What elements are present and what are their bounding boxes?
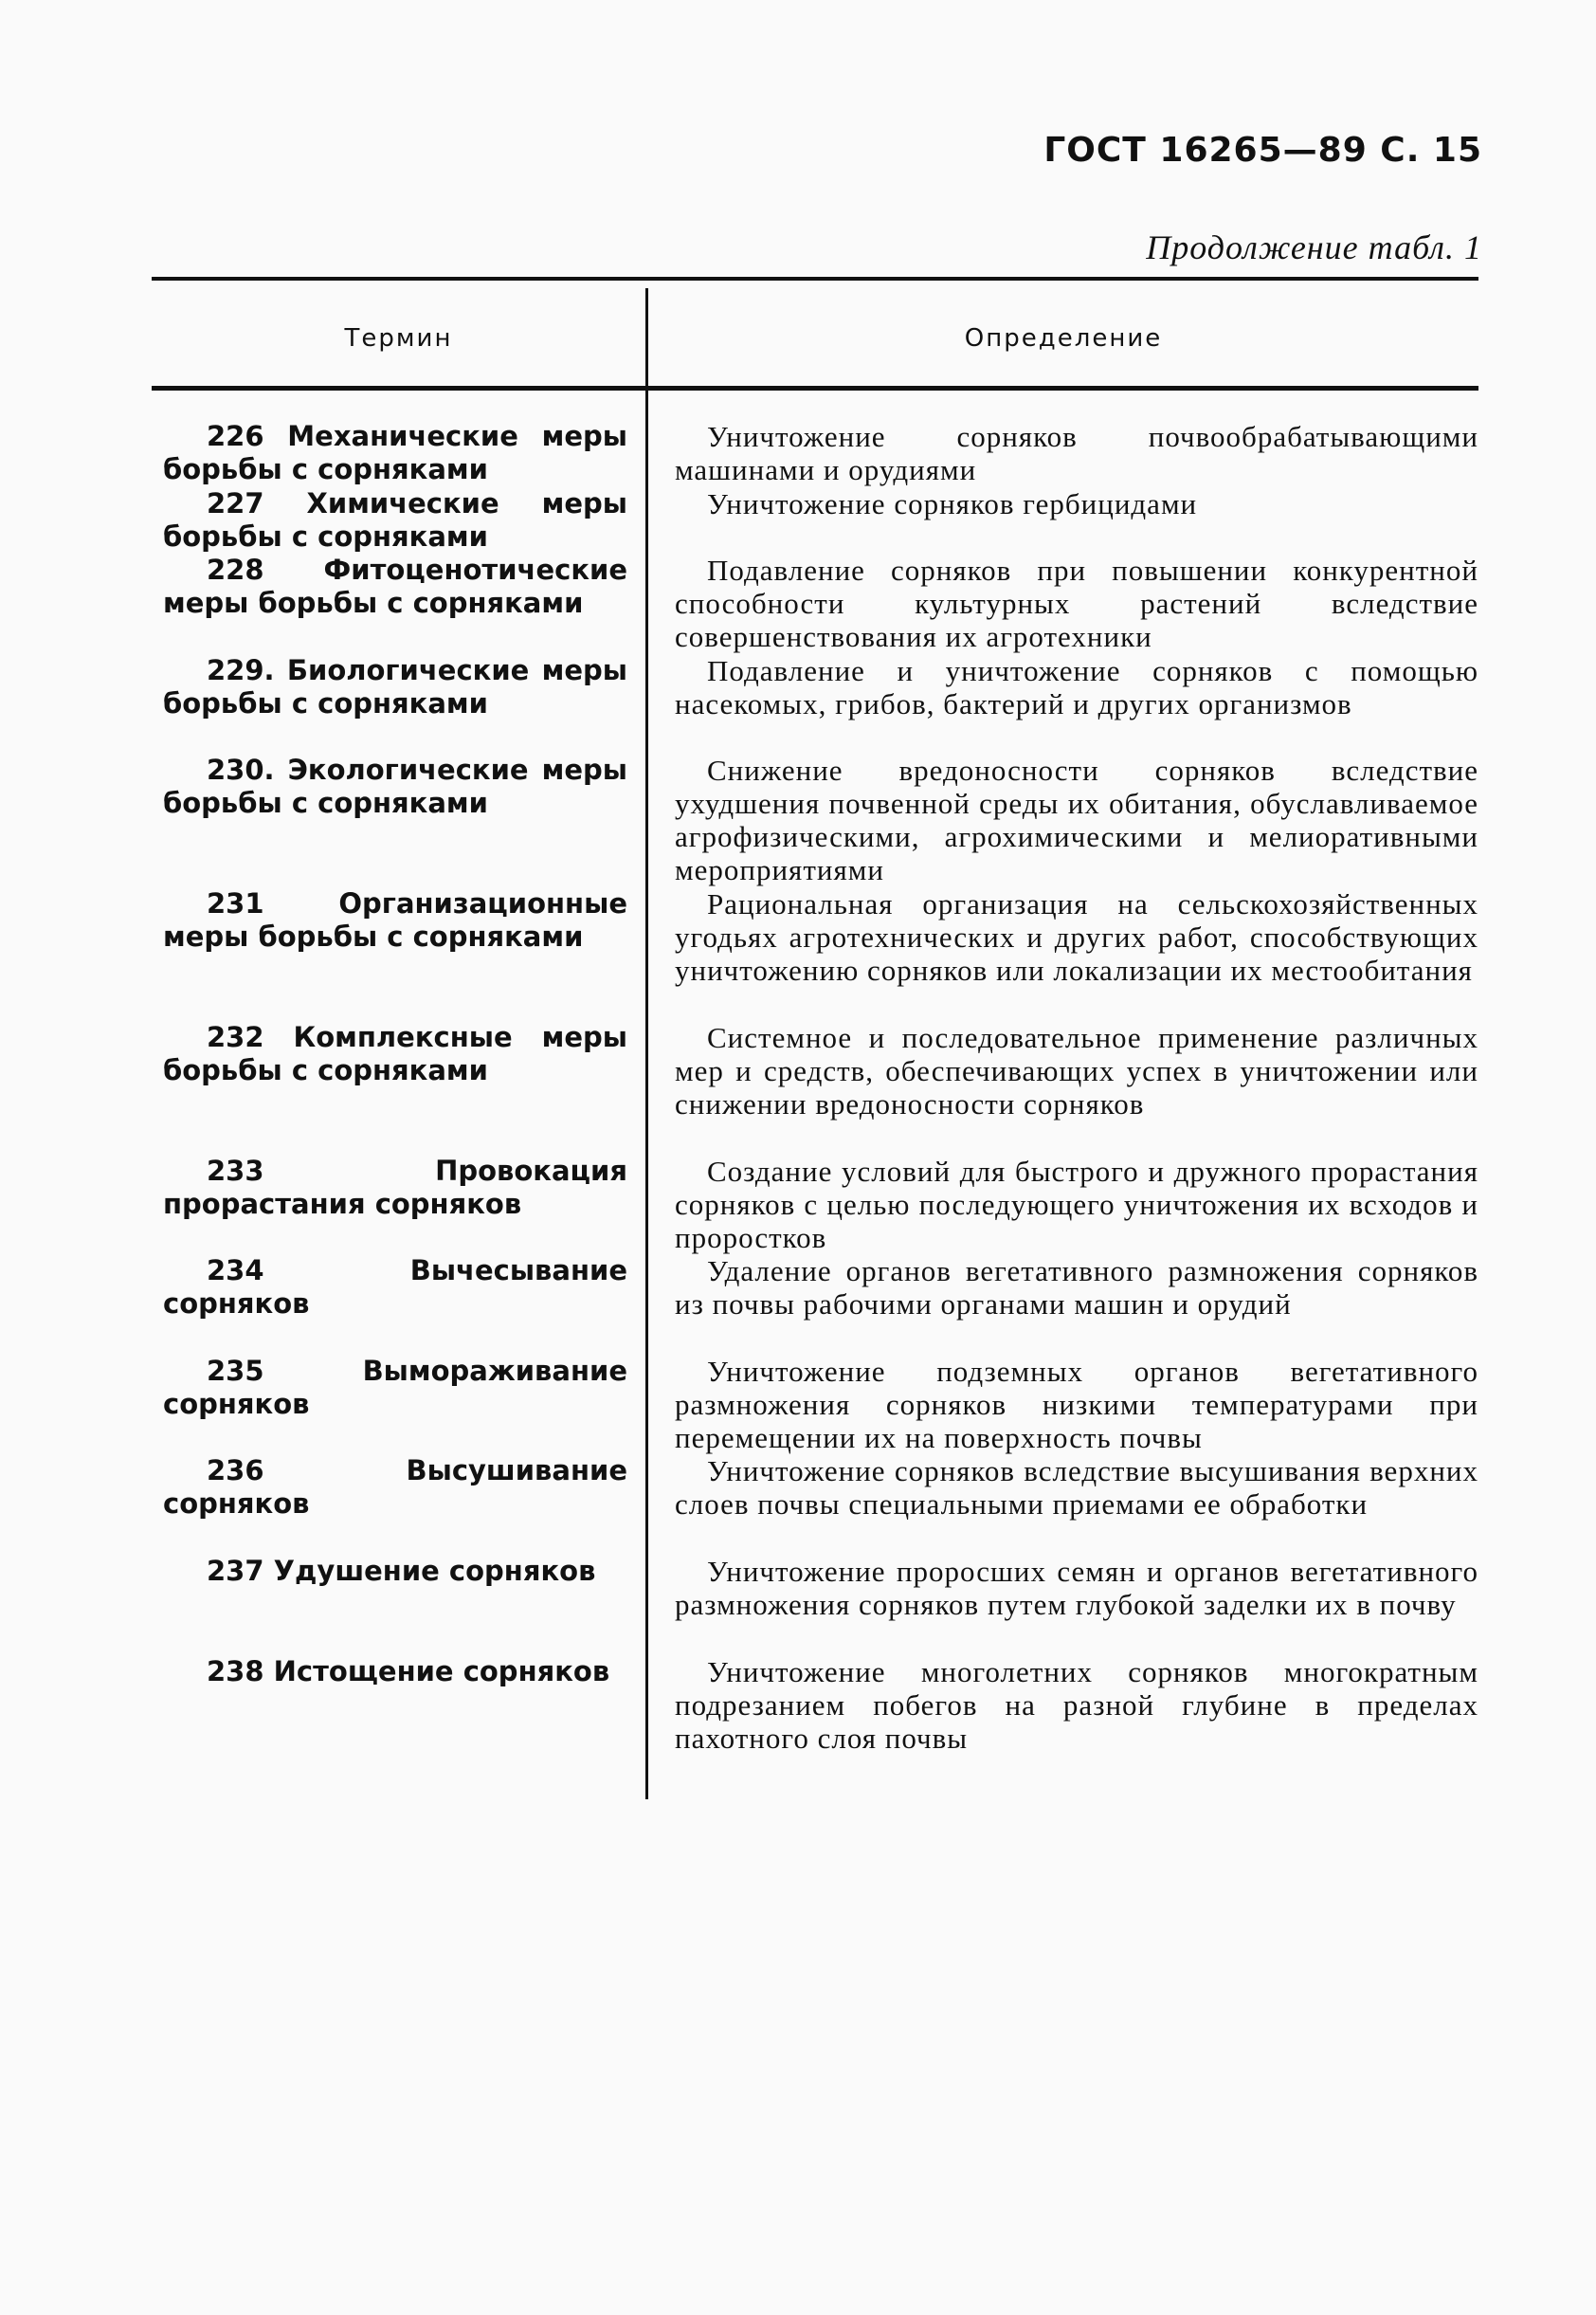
term-text: Удушение сорняков	[273, 1555, 596, 1587]
term-text: Комплексные меры борьбы с сорняками	[163, 1021, 627, 1086]
definition-cell: Создание условий для быстрого и дружного прорастания сорняков с целью последующего уничтожения их всходов и проростков	[675, 1155, 1478, 1254]
term-cell	[163, 654, 627, 720]
term-cell	[163, 1454, 627, 1521]
term-number: 226	[207, 420, 264, 452]
term-text: Химические меры борьбы с сорняками	[163, 487, 627, 553]
term-number: 228	[207, 554, 264, 586]
term-cell	[163, 1555, 627, 1588]
term-cell	[163, 1655, 627, 1688]
definition-cell: Снижение вредоносности сорняков вследствие ухудшения почвенной среды их обитания, обуславливаемое агрофизическими, агрохимическими и мелиоративными мероприятиями	[675, 754, 1478, 886]
term-text: Механические меры борьбы с сорняками	[163, 420, 627, 485]
definition-cell: Удаление органов вегетативного размножения сорняков из почвы рабочими органами машин и орудий	[675, 1254, 1478, 1321]
definition-cell: Уничтожение сорняков гербицидами	[707, 487, 1198, 520]
term-number: 236	[207, 1454, 264, 1486]
term-cell	[163, 420, 627, 486]
term-number: 231	[207, 887, 264, 920]
term-number: 234	[207, 1254, 264, 1286]
term-cell	[163, 1355, 627, 1421]
table-top-rule	[152, 277, 1478, 281]
term-text: Истощение сорняков	[273, 1655, 610, 1687]
table-header-rule	[152, 386, 1478, 391]
term-number: 238	[207, 1655, 264, 1687]
term-cell	[163, 1155, 627, 1221]
definition-cell: Уничтожение многолетних сорняков многократным подрезанием побегов на разной глубине в пределах пахотного слоя почвы	[675, 1655, 1478, 1755]
term-cell	[163, 1021, 627, 1087]
term-text: Высушивание сорняков	[163, 1454, 627, 1520]
page-header: ГОСТ 16265—89 С. 15	[1043, 131, 1482, 170]
term-cell	[163, 487, 627, 554]
term-number: 229.	[207, 654, 275, 686]
definition-cell: Системное и последовательное применение различных мер и средств, обеспечивающих успех в уничтожении или снижении вредоносности сорняков	[675, 1021, 1478, 1121]
table-column-divider	[645, 288, 648, 1799]
term-text: Провокация прорастания сорняков	[163, 1155, 627, 1220]
term-cell	[163, 887, 627, 954]
term-number: 232	[207, 1021, 264, 1053]
definition-cell: Уничтожение подземных органов вегетативного размножения сорняков низкими температурами при перемещении их на поверхность почвы	[675, 1355, 1478, 1454]
term-text: Фитоценотические меры борьбы с сорняками	[163, 554, 627, 619]
term-number: 233	[207, 1155, 264, 1187]
table-continuation-label: Продолжение табл. 1	[1146, 228, 1482, 266]
definition-cell: Уничтожение проросших семян и органов вегетативного размножения сорняков путем глубокой заделки их в почву	[675, 1555, 1478, 1621]
term-number: 237	[207, 1555, 264, 1587]
term-text: Вычесывание сорняков	[163, 1254, 627, 1320]
term-text: Биологические меры борьбы с сорняками	[163, 654, 627, 720]
term-cell	[163, 1254, 627, 1321]
term-text: Экологические меры борьбы с сорняками	[163, 754, 627, 819]
term-number: 235	[207, 1355, 264, 1387]
definition-cell: Уничтожение сорняков вследствие высушивания верхних слоев почвы специальными приемами ее обработки	[675, 1454, 1478, 1521]
column-header-definition: Определение	[964, 324, 1163, 353]
term-number: 227	[207, 487, 264, 520]
column-header-term: Термин	[344, 324, 453, 353]
term-text: Организационные меры борьбы с сорняками	[163, 887, 627, 953]
definition-cell: Уничтожение сорняков почвообрабатывающими машинами и орудиями	[675, 420, 1478, 486]
term-cell	[163, 554, 627, 620]
definition-cell: Подавление сорняков при повышении конкурентной способности культурных растений вследствие совершенствования их агротехники	[675, 554, 1478, 653]
term-cell	[163, 754, 627, 820]
definition-cell: Рациональная организация на сельскохозяйственных угодьях агротехнических и других работ, способствующих уничтожению сорняков или локализации их местообитания	[675, 887, 1478, 987]
term-text: Вымораживание сорняков	[163, 1355, 627, 1420]
definition-cell: Подавление и уничтожение сорняков с помощью насекомых, грибов, бактерий и других организмов	[675, 654, 1478, 720]
term-number: 230.	[207, 754, 275, 786]
